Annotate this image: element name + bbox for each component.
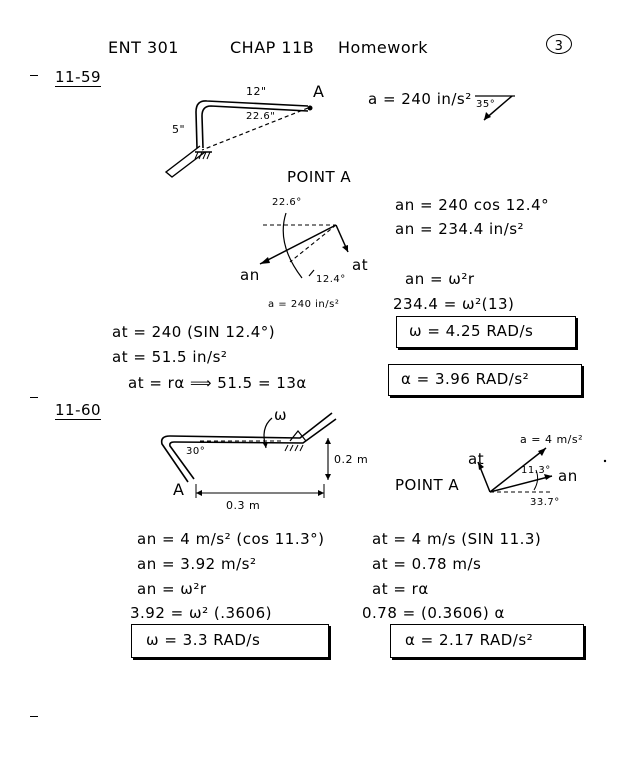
dim-5-in: 5": [172, 123, 186, 136]
answer-box-alpha-2: [390, 624, 584, 658]
angle-33-7: 33.7°: [530, 497, 560, 508]
eq2-an-omega: an = ω²r: [137, 580, 207, 598]
dim-22-6-in: 22.6": [246, 111, 276, 122]
problem-number-1: 11-59: [55, 68, 102, 86]
eq-an-cos: an = 240 cos 12.4°: [395, 196, 550, 214]
answer-omega-2: ω = 3.3 RAD/s: [146, 631, 261, 649]
label-at-2: at: [468, 450, 485, 468]
course-code: ENT 301: [108, 38, 179, 57]
angle-22-6: 22.6°: [272, 197, 302, 208]
answer-alpha-1: α = 3.96 RAD/s²: [401, 370, 530, 388]
eq2-an-sub: 3.92 = ω² (.3606): [130, 604, 272, 622]
eq-at-r-alpha: at = rα ⟹ 51.5 = 13α: [128, 374, 307, 392]
dim-0-3-m: 0.3 m: [226, 499, 261, 512]
point-a-label-2: A: [173, 480, 185, 499]
eq2-an-cos: an = 4 m/s² (cos 11.3°): [137, 530, 325, 548]
eq-an-omega: an = ω²r: [405, 270, 475, 288]
page-number: 3: [554, 39, 564, 54]
omega-label-2: ω: [274, 406, 288, 424]
label-a-240: a = 240 in/s²: [268, 299, 340, 310]
chapter-label: CHAP 11B: [230, 38, 315, 57]
angle-11-3: 11.3°: [521, 465, 551, 476]
given-angle-35: 35°: [476, 99, 496, 110]
label-an-2: an: [558, 467, 578, 485]
label-an-1: an: [240, 266, 260, 284]
eq-an-value: an = 234.4 in/s²: [395, 220, 525, 238]
point-a-heading-2: POINT A: [395, 476, 460, 494]
angle-30: 30°: [186, 446, 206, 457]
angle-12-4: 12.4°: [316, 274, 346, 285]
eq-an-sub: 234.4 = ω²(13): [393, 295, 515, 313]
label-at-1: at: [352, 256, 369, 274]
eq2-at-sin: at = 4 m/s (SIN 11.3): [372, 530, 542, 548]
eq2-at-value: at = 0.78 m/s: [372, 555, 482, 573]
eq2-an-value: an = 3.92 m/s²: [137, 555, 257, 573]
answer-box-omega-2: [131, 624, 329, 658]
eq2-at-sub: 0.78 = (0.3606) α: [362, 604, 505, 622]
point-a-label: A: [313, 82, 325, 101]
dim-12-in: 12": [246, 85, 267, 98]
page-title: Homework: [338, 38, 428, 57]
answer-omega-1: ω = 4.25 RAD/s: [409, 322, 534, 340]
answer-alpha-2: α = 2.17 RAD/s²: [405, 631, 534, 649]
problem-number-2: 11-60: [55, 401, 102, 419]
dim-0-2-m: 0.2 m: [334, 453, 369, 466]
label-a-4: a = 4 m/s²: [520, 433, 584, 446]
eq-at-value: at = 51.5 in/s²: [112, 348, 228, 366]
eq2-at-r-alpha: at = rα: [372, 580, 429, 598]
given-acceleration: a = 240 in/s²: [368, 90, 472, 108]
eq-at-sin: at = 240 (SIN 12.4°): [112, 323, 276, 341]
point-a-heading-1: POINT A: [287, 168, 352, 186]
